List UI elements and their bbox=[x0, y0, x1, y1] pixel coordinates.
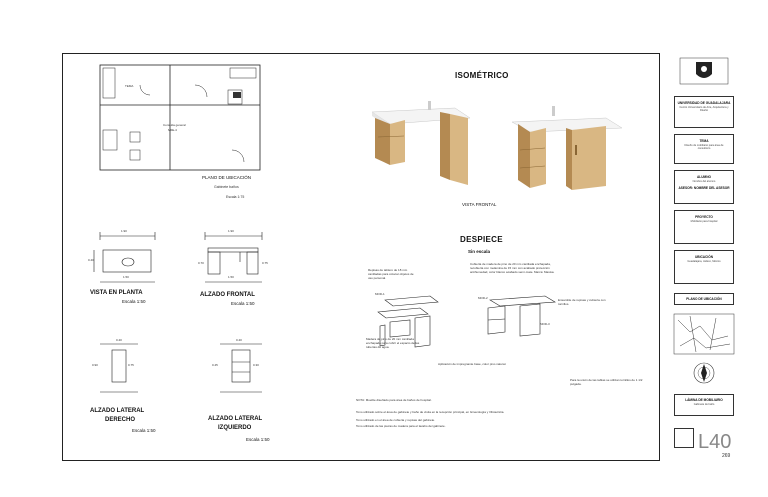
isometric-front-caption: VISTA FRONTAL bbox=[462, 202, 497, 207]
part-mod-3: MOD-3 bbox=[540, 322, 550, 326]
footer-note-1: NOTA: Mueble diseñado para área de baños de hospital. bbox=[356, 398, 432, 402]
ubicacion-text: Guadalajara, Jalisco, México bbox=[687, 260, 721, 263]
university-sub: Centro Universitario de Arte, Arquitectura y Diseño bbox=[679, 106, 729, 113]
footer-note-2: Tono utilizado sobre el área de gabinete y baño de visita en la recepción principal, en Ginecología y Obstetricia. bbox=[356, 410, 505, 414]
part-mod-1: MOD-1 bbox=[375, 292, 385, 296]
despiece-note-3: Madera de pino de 20 mm cantilada enchapada para cubrir el espacio de las tuberías de agua. bbox=[366, 337, 420, 350]
dim-planta-depth: 0.40 bbox=[88, 258, 94, 262]
room-label-code: M0E-4 bbox=[168, 128, 177, 132]
plan-title: PLANO DE UBICACIÓN bbox=[202, 175, 252, 180]
dim-frontal-height: 0.75 bbox=[262, 261, 268, 265]
view-derecho-scale: Escala 1:50 bbox=[132, 428, 156, 433]
dim-frontal-left: 0.70 bbox=[198, 261, 204, 265]
alumno-text: Nombre del alumno bbox=[692, 180, 716, 183]
dim-frontal-bottom: 1.50 bbox=[228, 275, 234, 279]
plan-scale: Escala 1:75 bbox=[226, 195, 245, 199]
dim-frontal-width: 1.90 bbox=[228, 229, 234, 233]
dim-derecho-h: 0.75 bbox=[128, 363, 134, 367]
lamina-title: LÁMINA DE MOBILIARIO bbox=[685, 398, 723, 402]
room-label-bath: TEMA bbox=[125, 84, 134, 88]
ubicacion-title: UBICACIÓN bbox=[694, 255, 714, 259]
view-derecho-title-2: DERECHO bbox=[105, 417, 136, 423]
approval-stamp-box bbox=[674, 428, 694, 448]
view-planta-title: VISTA EN PLANTA bbox=[90, 290, 143, 296]
sheet-code: L40 bbox=[698, 431, 732, 453]
tema-text: Diseño de mobiliario para área de consultorio bbox=[684, 144, 724, 151]
dim-derecho-top: 0.40 bbox=[116, 338, 122, 342]
view-frontal-title: ALZADO FRONTAL bbox=[200, 292, 255, 298]
dim-izq-side: 0.45 bbox=[212, 363, 218, 367]
footer-note-3: Tono utilizado en el área de cubierta y repisas del gabinete. bbox=[356, 418, 436, 422]
view-planta-scale: Escala 1:50 bbox=[122, 299, 146, 304]
panel-lamina bbox=[674, 394, 734, 416]
alumno-title: ALUMNO bbox=[697, 175, 711, 179]
despiece-note-4: Ensamble de repisas y cubierta con tornillos. bbox=[558, 298, 606, 307]
part-mod-2: MOD-2 bbox=[478, 296, 488, 300]
plano-label: PLANO DE UBICACIÓN bbox=[686, 297, 722, 301]
view-izq-title-1: ALZADO LATERAL bbox=[208, 416, 263, 422]
asesor-text: ASESOR: NOMBRE DEL ASESOR bbox=[678, 186, 730, 191]
proyecto-text: Mobiliario para hospital bbox=[690, 220, 718, 223]
page-number: 269 bbox=[722, 453, 731, 459]
university-name: UNIVERSIDAD DE GUADALAJARA bbox=[677, 101, 731, 105]
despiece-title: DESPIECE bbox=[460, 235, 503, 244]
dim-derecho-side: 0.90 bbox=[92, 363, 98, 367]
despiece-note-2: Repisas de tablero de 18 mm cantiladas para colocar objetos de uso personal. bbox=[368, 268, 414, 281]
despiece-subtitle: Sin escala bbox=[468, 249, 491, 254]
footer-note-4: Tono utilizado de las piezas de madera para el lavabo del gabinete. bbox=[356, 424, 446, 428]
dim-planta-bottom: 1.50 bbox=[123, 275, 129, 279]
tema-title: TEMA bbox=[699, 139, 709, 143]
view-frontal-scale: Escala 1:50 bbox=[231, 301, 255, 306]
dim-planta-width: 1.90 bbox=[121, 229, 127, 233]
plan-subtitle: Gabinete baños bbox=[214, 185, 239, 189]
despiece-note-6: Para la unión de las tablas se utilizan tornillos de 1 1/2 pulgada. bbox=[570, 378, 643, 387]
view-izq-scale: Escala 1:50 bbox=[246, 437, 270, 442]
view-derecho-title-1: ALZADO LATERAL bbox=[90, 408, 145, 414]
lamina-text: Gabinete de baño bbox=[693, 403, 715, 406]
dim-izq-h: 0.30 bbox=[253, 363, 259, 367]
isometric-title: ISOMÉTRICO bbox=[455, 71, 509, 80]
room-label-consulta: Consulta general bbox=[163, 123, 186, 127]
view-izq-title-2: IZQUIERDO bbox=[218, 425, 252, 431]
despiece-note-1: Cubierta de madera de pino de 20 mm cantilada enchapada, recubierta con melamina de 15 mm con acabado protección antihumedad, color blanco acabado semi-mate. Marca: Masisa. bbox=[470, 262, 555, 275]
dim-izq-top: 0.40 bbox=[236, 338, 242, 342]
proyecto-title: PROYECTO bbox=[695, 215, 713, 219]
despiece-note-5: Aplicación de impregnante base, color pino natural. bbox=[438, 362, 507, 366]
